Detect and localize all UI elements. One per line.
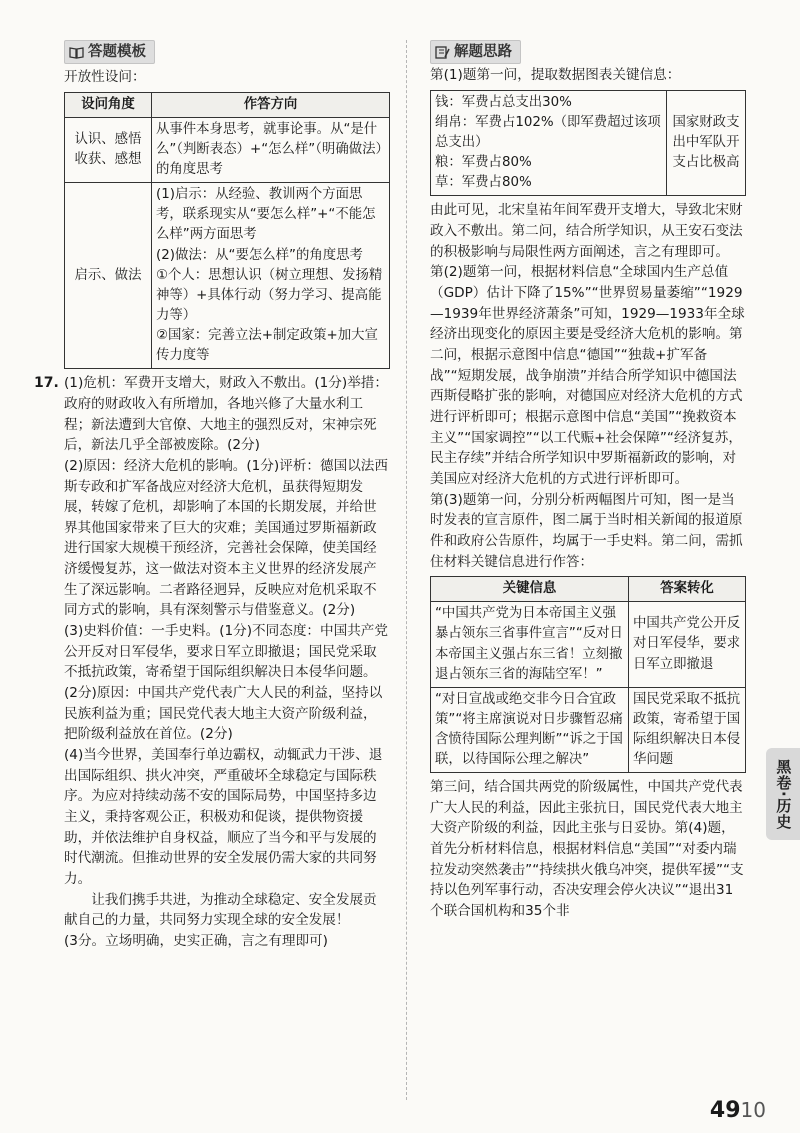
data-line: 绢帛：军费占102%（即军费超过该项总支出） bbox=[435, 114, 661, 151]
answer-paragraph: (1)危机：军费开支增大，财政入不敷出。(1分)举措：政府的财政收入有所增加，各地兴修了大量水利工程；新法遭到大官僚、大地主的强烈反对，宋神宗死后，新法几乎全部被废除。(2分) bbox=[64, 375, 388, 454]
answer-score-note: (3分。立场明确，史实正确，言之有理即可) bbox=[64, 932, 328, 949]
answer-conversion-header: 答案转化 bbox=[629, 577, 746, 602]
solution-idea-tag bbox=[430, 40, 521, 64]
answer-template-tag bbox=[64, 40, 155, 64]
template-angle-cell: 启示、做法 bbox=[65, 183, 152, 369]
template-direction-cell bbox=[152, 183, 390, 369]
analysis-paragraph: 第(1)题第一问，提取数据图表关键信息： bbox=[430, 67, 681, 84]
answer-paragraph: (4)当今世界，美国奉行单边霸权，动辄武力干涉、退出国际组织、拱火冲突，严重破坏全球稳定与国际秩序。为应对持续动荡不安的国际局势，中国坚持多边主义，秉持客观公正，积极劝和促谈，提供物资援助，并依法维护自身权益，顺应了当今和平与发展的时代潮流。但推动世界的安全发展仍需大家的共同努力。 bbox=[64, 747, 383, 887]
column-divider bbox=[406, 40, 407, 1100]
answer-closing: 让我们携手共进，为推动全球稳定、安全发展贡献自己的力量，共同努力实现全球的安全发展！ bbox=[64, 891, 377, 929]
open-question-intro: 开放性设问： bbox=[64, 69, 146, 86]
direction-line: ①个人：思想认识（树立理想、发扬精神等）+具体行动（努力学习、提高能力等） bbox=[156, 267, 383, 323]
template-header-direction: 作答方向 bbox=[152, 92, 390, 117]
right-column bbox=[430, 40, 746, 922]
pencil-note-icon bbox=[435, 46, 450, 59]
table-row bbox=[65, 183, 390, 369]
solution-idea-tag-label: 解题思路 bbox=[454, 43, 512, 60]
analysis-paragraph: 第三问，结合国共两党的阶级属性，中国共产党代表广大人民的利益，因此主张抗日，国民党代表大地主大资产阶级的利益，因此主张与日妥协。第(4)题，首先分析材料信息，根据材料信息“美国”“对委内瑞拉发动突然袭击”“持续拱火俄乌冲突，提供军援”“支持以色列军事行动，否决安理会停火决议”“退出31个联合国机构和35个非 bbox=[430, 779, 744, 920]
direction-line: (2)做法：从“要怎么样”的角度思考 bbox=[156, 247, 363, 263]
table-row bbox=[431, 90, 746, 196]
data-conclusion-cell: 国家财政支出中军队开支占比极高 bbox=[667, 90, 746, 196]
table-row bbox=[431, 602, 746, 687]
question-number: 17. bbox=[34, 375, 59, 392]
key-info-cell: “中国共产党为日本帝国主义强暴占领东三省事件宣言”“反对日本帝国主义强占东三省！立刻撤退占领东三省的海陆空军！” bbox=[431, 602, 629, 687]
data-line: 粮：军费占80% bbox=[435, 155, 532, 171]
key-info-header: 关键信息 bbox=[431, 577, 629, 602]
direction-line: (1)启示：从经验、教训两个方面思考，联系现实从“要怎么样”+“不能怎么样”两方面思考 bbox=[156, 187, 376, 243]
template-table bbox=[64, 92, 390, 369]
analysis-paragraph: 第(2)题第一问，根据材料信息“全球国内生产总值（GDP）估计下降了15%”“世界贸易量萎缩”“1929—1939年世界经济萧条”可知，1929—1933年全球经济出现变化的原因主要是受经济大危机的影响。第二问，根据示意图中信息“德国”“独裁+扩军备战”“短期发展，战争崩溃”并结合所学知识中德国法西斯侵略扩张的影响，对德国应对经济大危机的方式进行评析即可；根据示意图中信息“美国”“挽救资本主义”“国家调控”“以工代赈+社会保障”“经济复苏，民主存续”并结合所学知识中罗斯福新政的影响，对美国应对经济大危机的方式进行评析即可。 bbox=[430, 264, 745, 487]
page-number-suffix: 10 bbox=[740, 1097, 766, 1122]
direction-line: ②国家：完善立法+制定政策+加大宣传力度等 bbox=[156, 328, 378, 364]
key-info-cell: “对日宣战或绝交非今日合宜政策”“将主席演说对日步骤暂忍痛含愤待国际公理判断”“诉之于国联，以待国际公理之解决” bbox=[431, 687, 629, 772]
subject-side-tab: 黑卷·历史 bbox=[766, 748, 800, 840]
page-number bbox=[710, 1094, 766, 1127]
data-info-table bbox=[430, 90, 746, 197]
table-row bbox=[431, 687, 746, 772]
answer-template-tag-label: 答题模板 bbox=[88, 43, 146, 60]
question-17-answer bbox=[34, 373, 390, 951]
template-direction-cell: 从事件本身思考，就事论事。从“是什么”（判断表态）+“怎么样”（明确做法）的角度思考 bbox=[152, 117, 390, 182]
left-column bbox=[34, 40, 390, 952]
analysis-paragraph: 第(3)题第一问，分别分析两幅图片可知，图一是当时发表的宣言原件，图二属于当时相关新闻的报道原件和政府公告原件，均属于一手史料。第二问，需抓住材料关键信息进行作答： bbox=[430, 491, 743, 570]
answer-conversion-cell: 中国共产党公开反对日军侵华，要求日军立即撤退 bbox=[629, 602, 746, 687]
table-row bbox=[65, 117, 390, 182]
template-header-angle: 设问角度 bbox=[65, 92, 152, 117]
page-number-main: 49 bbox=[709, 1097, 741, 1123]
answer-conversion-cell: 国民党采取不抵抗政策，寄希望于国际组织解决日本侵华问题 bbox=[629, 687, 746, 772]
template-angle-cell: 认识、感悟收获、感想 bbox=[65, 117, 152, 182]
analysis-paragraph: 由此可见，北宋皇祐年间军费开支增大，导致北宋财政入不敷出。第二问，结合所学知识，从王安石变法的积极影响与局限性两方面阐述，言之有理即可。 bbox=[430, 202, 743, 260]
key-info-table bbox=[430, 576, 746, 773]
answer-paragraph: (3)史料价值：一手史料。(1分)不同态度：中国共产党公开反对日军侵华，要求日军立即撤退；国民党采取不抵抗政策，寄希望于国际组织解决日本侵华问题。(2分)原因：中国共产党代表广大人民的利益，坚持以民族利益为重；国民党代表大地主大资产阶级利益，把阶级利益放在首位。(2分) bbox=[64, 623, 388, 743]
data-info-cell bbox=[431, 90, 667, 196]
book-icon bbox=[69, 46, 84, 59]
data-line: 草：军费占80% bbox=[435, 175, 532, 191]
answer-paragraph: (2)原因：经济大危机的影响。(1分)评析：德国以法西斯专政和扩军备战应对经济大危机，虽获得短期发展，转嫁了危机，却影响了本国的长期发展，并给世界其他国家带来了巨大的灾难；美国通过罗斯福新政进行国家大规模干预经济，完善社会保障，使美国经济缓慢复苏，这一做法对资本主义世界的经济发展产生了深远影响。二者路径迥异，反映应对危机采取不同方式的影响，具有深刻警示与借鉴意义。(2分) bbox=[64, 457, 388, 619]
data-line: 钱：军费占总支出30% bbox=[435, 94, 572, 110]
